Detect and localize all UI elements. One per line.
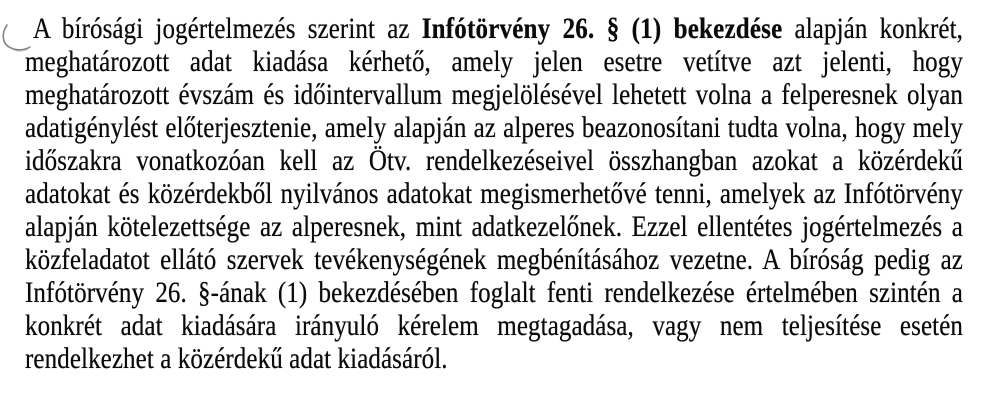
text-line: rendelkezhet a közérdekű adat kiadásáról. (25, 343, 448, 375)
line1-bold-citation: Infótörvény 26. § (1) bekezdése (421, 13, 783, 45)
text-line: közfeladatot ellátó szervek tevékenységének megbénításához vezetne. A bíróság pedig az (25, 244, 963, 276)
text-line: időszakra vonatkozóan kell az Ötv. rendelkezéseivel összhangban azokat a közérdekű (25, 145, 963, 177)
line1-prefix: A bírósági jogértelmezés szerint az (33, 13, 422, 45)
paragraph (25, 13, 963, 376)
text-line: alapján kötelezettsége az alperesnek, mint adatkezelőnek. Ezzel ellentétes jogértelmezés a (25, 211, 963, 243)
text-line: konkrét adat kiadására irányuló kérelem megtagadása, vagy nem teljesítése esetén (25, 310, 963, 342)
text-line: adatokat és közérdekből nyilvános adatokat megismerhetővé tenni, amelyek az Infótörvény (25, 178, 963, 210)
text-line: Infótörvény 26. §-ának (1) bekezdésében foglalt fenti rendelkezése értelmében szintén a (25, 277, 963, 309)
line1-suffix: alapján konkrét, (782, 13, 964, 45)
text-line: meghatározott évszám és időintervallum megjelölésével lehetett volna a felperesnek olyan (25, 79, 963, 111)
text-line: adatigénylést előterjesztenie, amely alapján az alperes beazonosítani tudta volna, hogy mely (25, 112, 963, 144)
text-line: meghatározott adat kiadása kérhető, amely jelen esetre vetítve azt jelenti, hogy (25, 46, 963, 78)
